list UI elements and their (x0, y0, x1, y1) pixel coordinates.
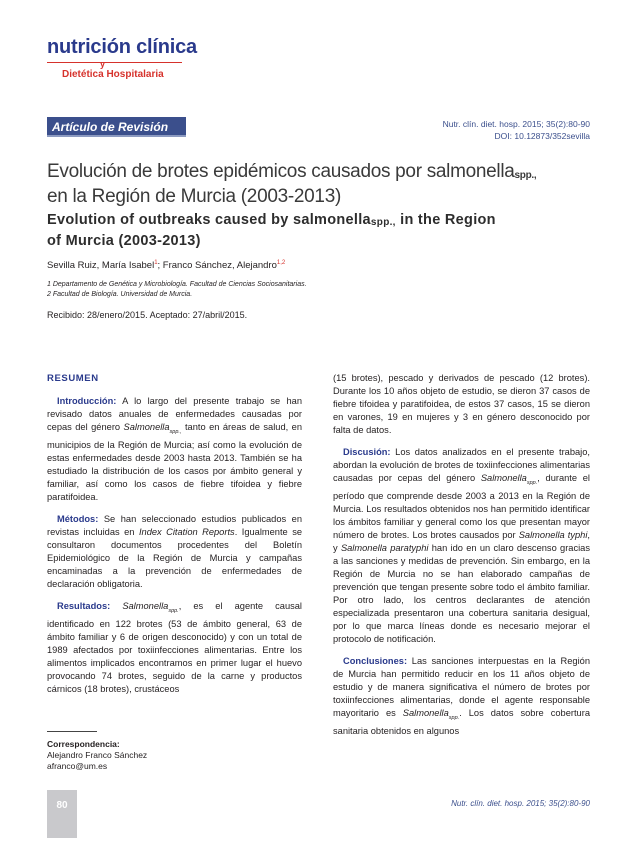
discussion-text-c: , y (333, 529, 590, 553)
abstract-left-column (47, 372, 302, 705)
journal-logo-subtitle: Dietética Hospitalaria (62, 69, 164, 80)
conclusions-label: Conclusiones: (343, 655, 408, 666)
discussion-text-a: Los datos analizados en el presente trabajo, abordan la evolución de brotes de toxiinfecciones alimentarias causadas por cepas del género (333, 447, 590, 483)
results-salmonella: Salmonella$_{spp.}$ (122, 600, 179, 614)
conclusions-text-b: . Los datos sobre cobertura sanitaria obtenidos en algunos (333, 707, 590, 736)
author-2-affil: 1,2 (276, 260, 286, 266)
discussion-label: Discusión: (343, 447, 391, 457)
conclusions-salmonella: Salmonella$_{spp.}$ (402, 707, 460, 721)
abstract-results (47, 600, 302, 696)
correspondence-label: Correspondencia: (47, 739, 120, 749)
title-spanish (47, 161, 597, 207)
affiliations (47, 280, 307, 300)
abstract-introduction (47, 395, 302, 504)
author-2: ; Franco Sánchez, Alejandro (157, 260, 277, 272)
abstract-right-column (333, 372, 590, 747)
title-spanish-rest: en la Región de Murcia (2003-2013) (47, 186, 341, 207)
title-english (47, 211, 507, 250)
page-number-tab (47, 790, 77, 838)
methods-label: Métodos: (57, 513, 99, 524)
affiliation-2: 2 Facultad de Biología. Universidad de Murcia. (47, 291, 193, 298)
discussion-text-d: han ido en un claro descenso gracias a las sanciones y medidas de prevención. Sin embargo, en la Región de Murcia no se han elaborado campañas de prevención que tengan presente sobre todo el ámbito familiar. Por otro lado, los centros declarantes de atención especializada presentaron una cobertura sanitaria desigual, por lo que marca líneas donde es necesario mejorar el protocolo de notificación. (333, 542, 590, 644)
journal-logo-title: nutrición clínica (47, 36, 197, 58)
correspondence-email[interactable]: afranco@um.es (47, 761, 108, 771)
authors (47, 260, 285, 271)
conclusions-text-a: Las sanciones interpuestas en la Región de Murcia han permitido reducir en los 11 años objeto de estudio y de manera significativa el número de brotes por toxiinfecciones alimentarias, donde el agente responsable mayoritario es (333, 655, 590, 718)
doi-line[interactable]: DOI: 10.12873/352sevilla (494, 131, 590, 141)
salmonella-paratyphi: Salmonella paratyphi (340, 542, 429, 553)
results-text: , es el agente causal identificado en 122 brotes (53 de ámbito general, 63 de ámbito familiar y 6 de origen desconocido) y con un total de 1989 afectados por toxiinfecciones alimentarias. Entre los alimentos implicados encontramos en primer lugar el huevo provocando 74 brotes, seguido de la carne y productos cárnicos (18 brotes), crustáceos (47, 600, 302, 694)
salmonella-term: Salmonella$_{spp.,}$ (123, 422, 182, 435)
abstract-discussion (333, 446, 590, 646)
correspondence-block (47, 739, 147, 772)
correspondence-divider (47, 731, 97, 732)
citation-block (443, 118, 590, 142)
title-spanish-spp: spp., (514, 170, 537, 181)
discussion-text-b: , durante el período que comprende desde 2003 a 2013 en la Región de Murcia. Los resultados obtenidos nos han permitido identificar los ámbitos familiar y general como los que presentan mayor número de brotes. Los brotes causados por (333, 473, 590, 540)
intro-text-a: A lo largo del presente trabajo se han revisado datos anuales de enfermedades causadas por cepas del género (47, 396, 302, 432)
intro-text-b: tanto en áreas de salud, en municipios de la Región de Murcia; así como la evolución de estas enfermedades desde 2003 hasta 2013. También se ha estudiado la distribución de los casos por ámbito general y familiar, así como los casos de fiebre tifoidea y fiebre paratifoidea. (47, 422, 302, 502)
received-accepted-dates: Recibido: 28/enero/2015. Aceptado: 27/abril/2015. (47, 310, 248, 320)
title-english-main: Evolution of outbreaks caused by salmonella (47, 212, 371, 228)
journal-logo-y: y (100, 59, 106, 69)
methods-cite: Index Citation Reports (138, 526, 235, 537)
title-english-spp: spp., (370, 217, 396, 228)
methods-text-a: Se han seleccionado estudios publicados en revistas incluidas en (47, 513, 302, 537)
title-spanish-main: Evolución de brotes epidémicos causados por salmonella (47, 161, 515, 182)
abstract-results-continued: (15 brotes), pescado y derivados de pescado (12 brotes). Durante los 10 años objeto de estudio, se dieron 37 casos de fiebre tifoidea y paratifoidea, de estos 37 casos, 15 se dieron en varones, 19 en mujeres y 3 en género desconocido por falta de datos. (333, 373, 590, 435)
methods-text-b: . Igualmente se consultaron documentos procedentes del Boletín Epidemiológico de la Región de Murcia y campañas encaminadas a la prevención de enfermedades de declaración obligatoria. (47, 526, 303, 589)
author-1: Sevilla Ruiz, María Isabel (47, 260, 155, 272)
citation-line: Nutr. clín. diet. hosp. 2015; 35(2):80-90 (442, 119, 590, 129)
title-english-rest: in the Region of Murcia (2003-2013) (47, 212, 496, 249)
correspondence-name: Alejandro Franco Sánchez (47, 750, 148, 760)
discussion-salmonella: Salmonella$_{spp.}$ (480, 473, 538, 486)
abstract-heading: RESUMEN (47, 373, 99, 384)
footer-citation: Nutr. clín. diet. hosp. 2015; 35(2):80-90 (451, 799, 590, 808)
abstract-conclusions (333, 655, 590, 738)
affiliation-1: 1 Departamento de Genética y Microbiología. Facultad de Ciencias Sociosanitarias. (47, 281, 307, 288)
salmonella-typhi: Salmonella typhi (518, 529, 588, 540)
page-number: 80 (56, 800, 68, 811)
author-1-affil: 1 (154, 260, 158, 266)
logo-divider (47, 62, 182, 63)
intro-label: Introducción: (57, 396, 117, 406)
article-type-badge: Artículo de Revisión (47, 117, 186, 137)
abstract-methods (47, 513, 302, 591)
results-label: Resultados: (57, 600, 111, 611)
